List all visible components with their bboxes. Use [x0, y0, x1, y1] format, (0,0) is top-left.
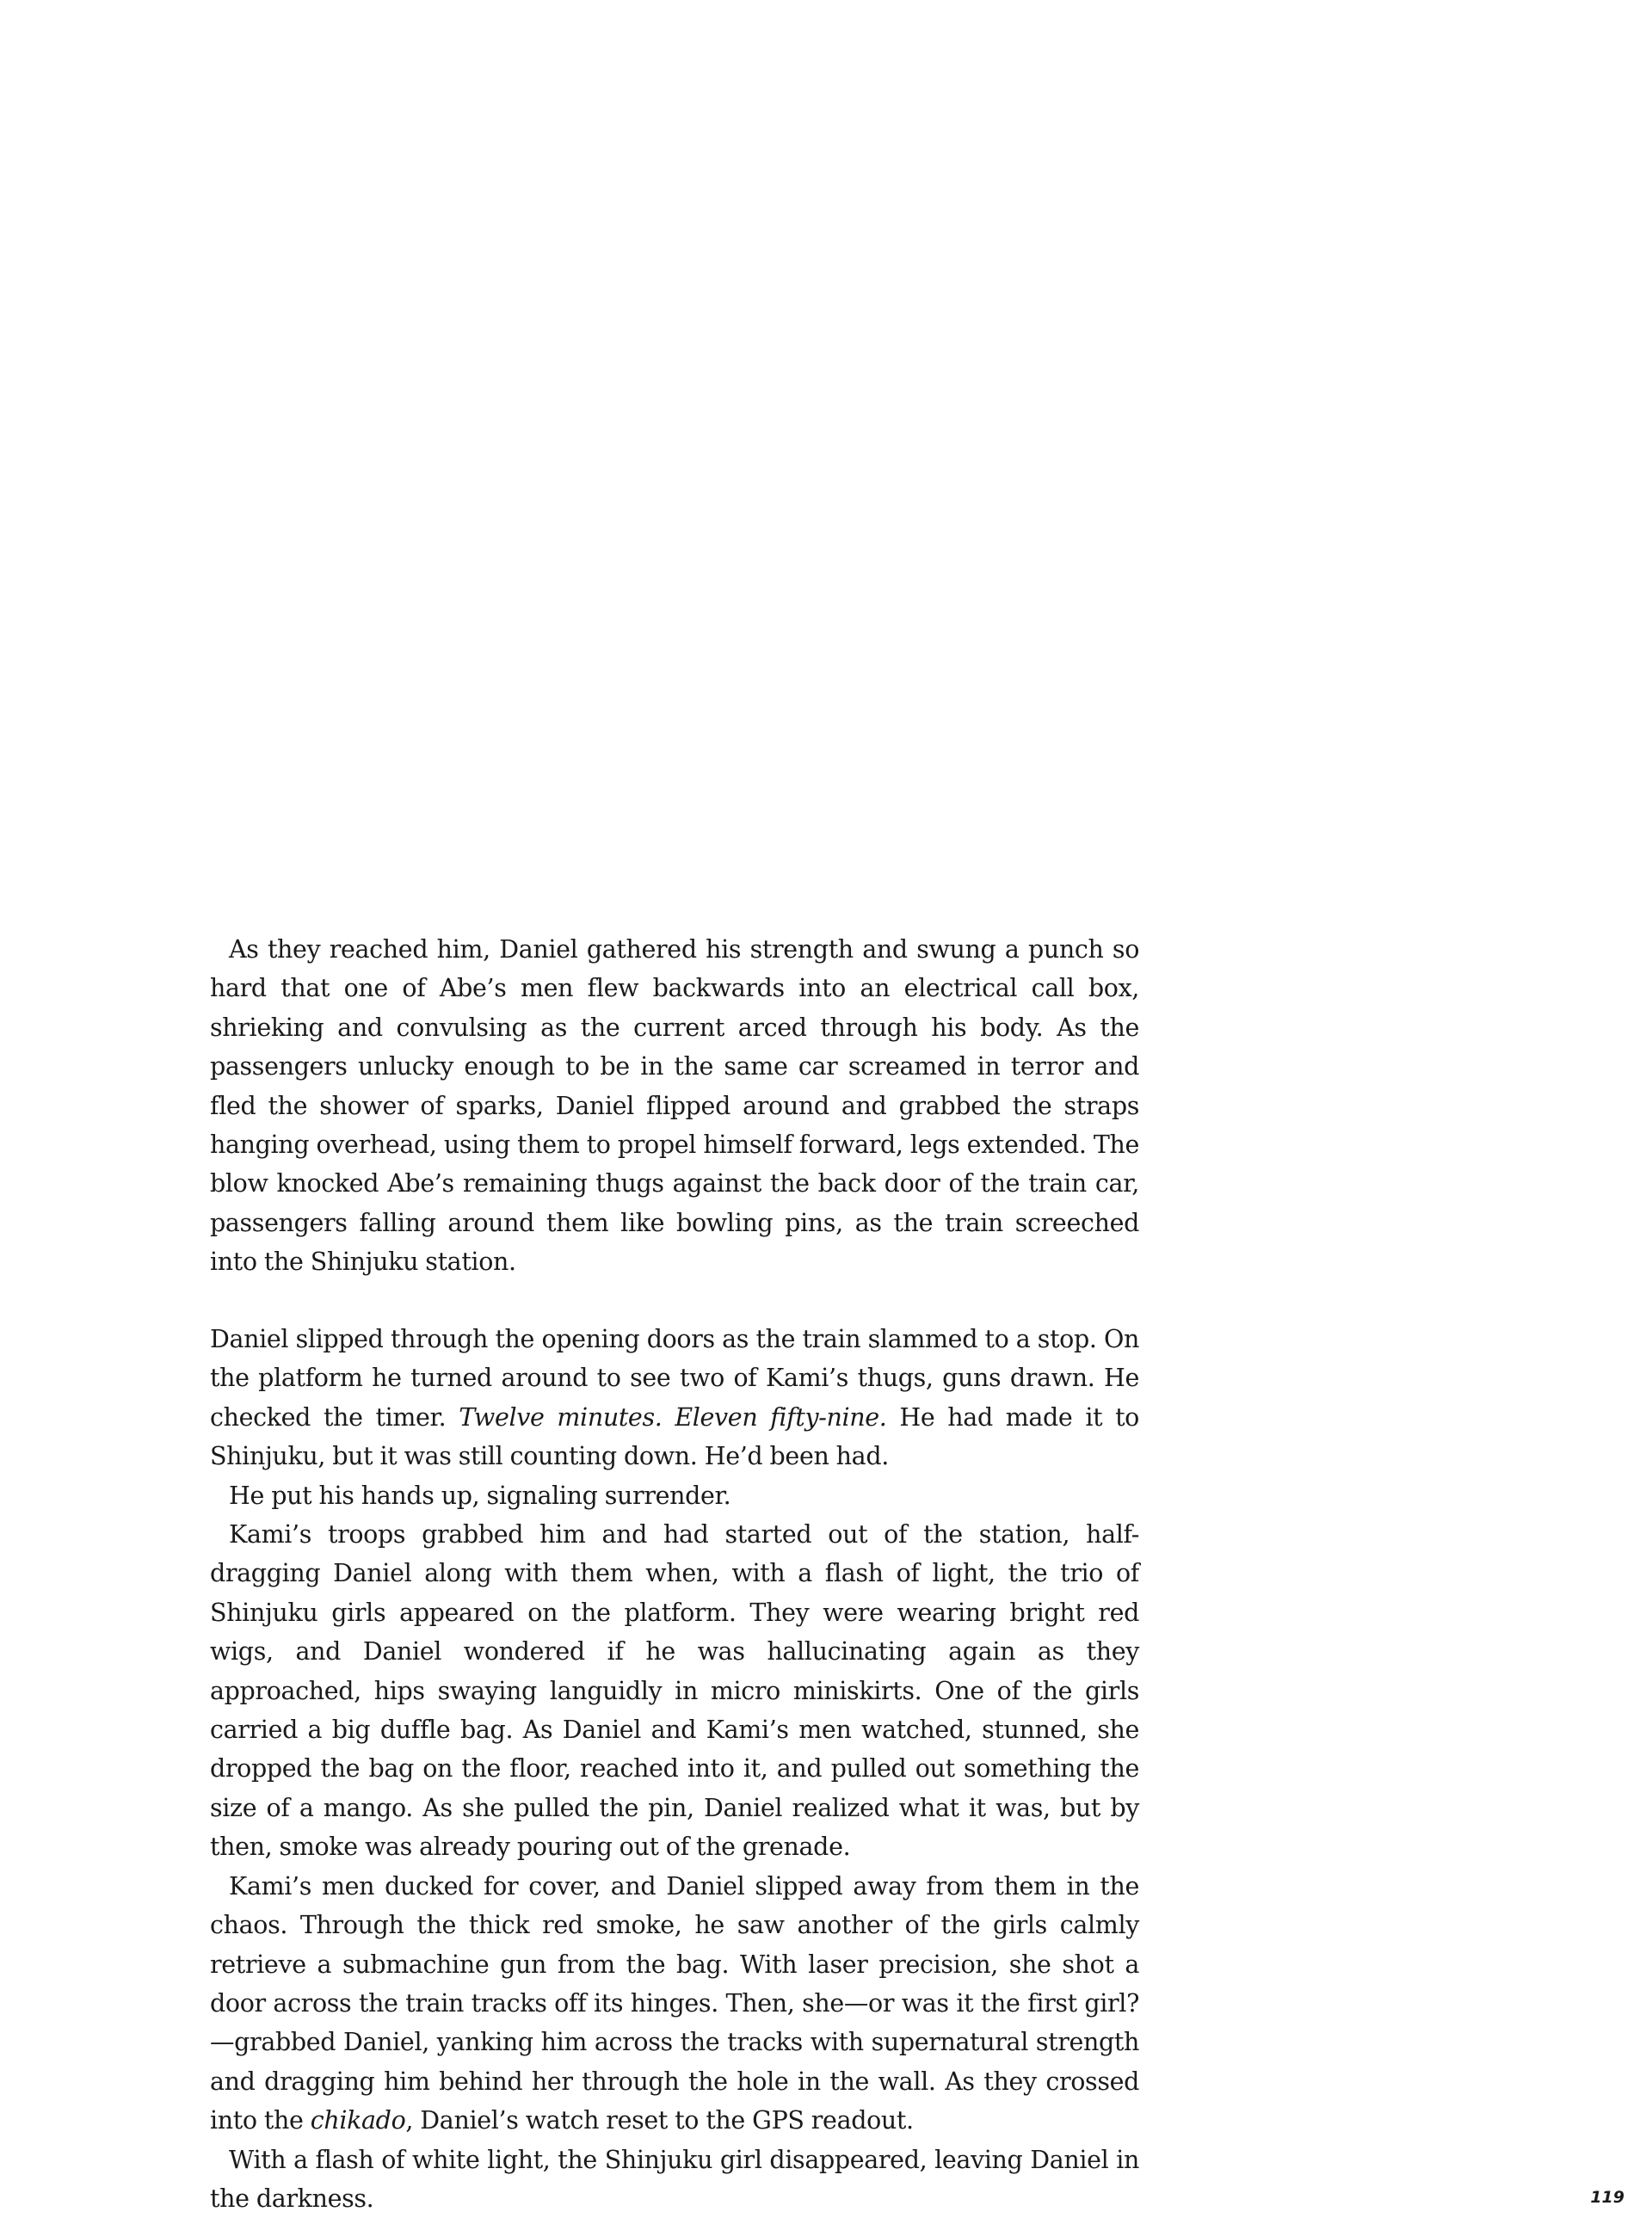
- text-section-1: [210, 930, 1139, 1282]
- paragraph: Kami’s troops grabbed him and had started out of the station, half-dragging Daniel along with them when, with a flash of light, the trio of Shinjuku girls appeared on the platform. They were wearing bright red wigs, and Daniel wondered if he was hallucinating again as they approached, hips swaying languidly in micro miniskirts. One of the girls carried a big duffle bag. As Daniel and Kami’s men watched, stunned, she dropped the bag on the floor, reached into it, and pulled out something the size of a mango. As she pulled the pin, Daniel realized what it was, but by then, smoke was already pouring out of the grenade.: [210, 1520, 1139, 1862]
- paragraph-text: Daniel slipped through the opening doors as the train slammed to a stop. On the platform he turned around to see two of Kami’s thugs, guns drawn. He checked the timer.: [210, 1325, 1139, 1432]
- paragraph: [210, 1320, 1139, 1476]
- paragraph: With a flash of white light, the Shinjuku girl disappeared, leaving Daniel in the darkness.: [210, 2145, 1139, 2213]
- paragraph-text: He had made it to Shinjuku, but it was still counting down. He’d been had.: [210, 1402, 1139, 1471]
- paragraph: He put his hands up, signaling surrender.: [229, 1481, 731, 1510]
- page-number: 119: [1590, 2188, 1624, 2207]
- paragraph: [210, 1867, 1139, 2141]
- paragraph-text: Kami’s men ducked for cover, and Daniel slipped away from them in the chaos. Through the thick red smoke, he saw another of the girls calmly retrieve a submachine gun from the bag. With laser precision, she shot a door across the train tracks off its hinges. Then, she—or was it the first girl?—grabbed Daniel, yanking him across the tracks with supernatural strength and dragging him behind her through the hole in the wall. As they crossed into the: [210, 1871, 1139, 2135]
- text-section-2: [210, 1320, 1139, 2218]
- italic-text: chikado: [310, 2106, 406, 2135]
- paragraph-text: , Daniel’s watch reset to the GPS readout.: [405, 2106, 914, 2135]
- paragraph: As they reached him, Daniel gathered his strength and swung a punch so hard that one of Abe’s men flew backwards into an electrical call box, shrieking and convulsing as the current arced through his body. As the passengers unlucky enough to be in the same car screamed in terror and fled the shower of sparks, Daniel flipped around and grabbed the straps hanging overhead, using them to propel himself forward, legs extended. The blow knocked Abe’s remaining thugs against the back door of the train car, passengers falling around them like bowling pins, as the train screeched into the Shinjuku station.: [210, 935, 1139, 1277]
- italic-text: Twelve minutes. Eleven fifty-nine.: [459, 1402, 887, 1432]
